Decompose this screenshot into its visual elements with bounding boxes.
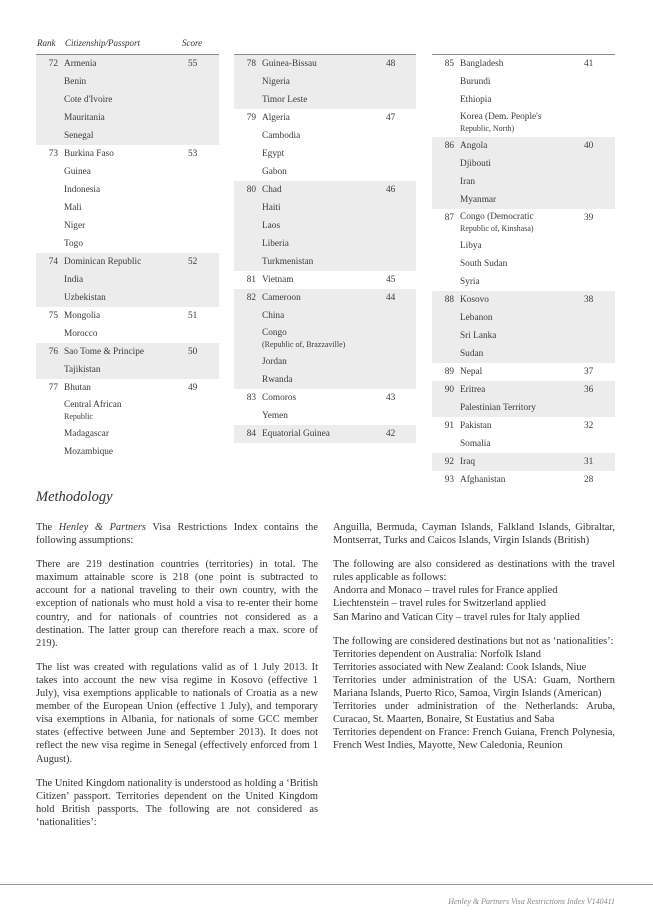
rank-number: 84 bbox=[246, 429, 256, 439]
rank-header: Rank bbox=[37, 38, 56, 48]
methodology-right-column bbox=[333, 521, 615, 764]
score-value: 45 bbox=[386, 275, 396, 285]
rank-number: 79 bbox=[246, 113, 256, 123]
country-name: Sudan bbox=[460, 349, 484, 359]
country-name: Burundi bbox=[460, 77, 491, 87]
rank-number: 76 bbox=[48, 347, 58, 357]
country-name: Iran bbox=[460, 177, 475, 187]
rank-number: 87 bbox=[444, 213, 454, 223]
country-name: Haiti bbox=[262, 203, 281, 213]
country-name: Algeria bbox=[262, 113, 290, 123]
country-name-line: Republic bbox=[64, 411, 93, 421]
country-name: Uzbekistan bbox=[64, 293, 106, 303]
ranking-column-1 bbox=[36, 54, 219, 461]
country-name: Comoros bbox=[262, 393, 297, 403]
country-name: Madagascar bbox=[64, 429, 109, 439]
country-name-line: Republic, North) bbox=[460, 123, 515, 133]
rank-group bbox=[234, 109, 416, 181]
country-name: Palestinian Territory bbox=[460, 403, 536, 413]
country-name-line: Central African bbox=[64, 400, 122, 410]
rank-number: 80 bbox=[246, 185, 256, 195]
rank-group bbox=[432, 363, 615, 381]
country-name: Dominican Republic bbox=[64, 257, 142, 267]
methodology-title: Methodology bbox=[36, 489, 113, 505]
score-value: 46 bbox=[386, 185, 396, 195]
rank-number: 78 bbox=[246, 59, 256, 69]
country-name: Somalia bbox=[460, 439, 491, 449]
rank-number: 81 bbox=[246, 275, 256, 285]
country-name: Turkmenistan bbox=[262, 257, 314, 267]
rank-group bbox=[36, 343, 219, 379]
country-name: Djibouti bbox=[460, 159, 491, 169]
country-name: Senegal bbox=[64, 131, 94, 141]
rule-line: Liechtenstein – travel rules for Switzerland applied bbox=[333, 598, 546, 610]
rank-group bbox=[36, 379, 219, 461]
score-value: 50 bbox=[188, 347, 198, 357]
rank-group bbox=[234, 55, 416, 109]
country-name: Syria bbox=[460, 277, 480, 287]
country-name: Burkina Faso bbox=[64, 149, 114, 159]
country-name: Indonesia bbox=[64, 185, 101, 195]
country-name: Pakistan bbox=[460, 421, 492, 431]
rank-number: 93 bbox=[444, 475, 454, 485]
score-value: 43 bbox=[386, 393, 396, 403]
territory-line: Territories dependent on France: French Guiana, French Polynesia, French West Indies, Mayotte, New Caledonia, Reunion bbox=[333, 727, 615, 752]
country-header: Citizenship/Passport bbox=[65, 38, 141, 48]
rank-number: 86 bbox=[444, 141, 454, 151]
score-value: 52 bbox=[188, 257, 198, 267]
methodology-paragraph: Anguilla, Bermuda, Cayman Islands, Falkland Islands, Gibraltar, Montserrat, Turks and Caicos Islands, Virgin Islands (British) bbox=[333, 522, 615, 547]
score-value: 42 bbox=[386, 429, 396, 439]
country-name-line: Congo (Democratic bbox=[460, 212, 534, 222]
score-value: 31 bbox=[584, 457, 594, 467]
country-name: Lebanon bbox=[460, 313, 493, 323]
methodology-paragraph: The United Kingdom nationality is understood as holding a ‘British Citizen’ passport. Territories dependent on the United Kingdom hold British passports. The following are not considered as ‘nationalities’: bbox=[36, 777, 318, 828]
ranking-column-2 bbox=[234, 54, 416, 443]
country-name bbox=[460, 109, 615, 137]
country-name bbox=[262, 325, 416, 353]
rank-number: 92 bbox=[444, 457, 454, 467]
rank-number: 74 bbox=[48, 257, 58, 267]
methodology-intro bbox=[36, 521, 318, 547]
rank-group bbox=[432, 381, 615, 417]
rank-number: 88 bbox=[444, 295, 454, 305]
country-name bbox=[64, 397, 219, 425]
intro-text: The bbox=[36, 522, 59, 533]
country-name: Cambodia bbox=[262, 131, 301, 141]
country-name: Mongolia bbox=[64, 311, 101, 321]
rank-number: 82 bbox=[246, 293, 256, 303]
country-name: Armenia bbox=[64, 59, 97, 69]
rank-group bbox=[432, 471, 615, 489]
rank-group bbox=[234, 389, 416, 425]
country-name: Ethiopia bbox=[460, 95, 492, 105]
rule-line: San Marino and Vatican City – travel rules for Italy applied bbox=[333, 611, 580, 623]
country-name: Bangladesh bbox=[460, 59, 504, 69]
methodology-paragraph: There are 219 destination countries (territories) in total. The maximum attainable score is 218 (one point is subtracted to account for a national traveling to their own country, with the exception of nationals who must hold a visa to re-enter their home country, and for nationals of countries not considered as a destination. The latter group can therefore reach a max. score of 219). bbox=[36, 559, 318, 649]
country-name: Eritrea bbox=[460, 385, 486, 395]
rank-number: 91 bbox=[444, 421, 454, 431]
score-value: 41 bbox=[584, 59, 594, 69]
country-name: Guinea-Bissau bbox=[262, 59, 317, 69]
score-value: 40 bbox=[584, 141, 594, 151]
country-name: Cote d'Ivoire bbox=[64, 95, 113, 105]
rank-group bbox=[432, 55, 615, 137]
rank-group bbox=[432, 453, 615, 471]
territory-line: Territories dependent on Australia: Norfolk Island bbox=[333, 648, 541, 660]
intro-text-end: Visa Restrictions Index contains the following assumptions: bbox=[36, 522, 318, 547]
country-name: Myanmar bbox=[460, 195, 497, 205]
rank-group bbox=[36, 253, 219, 307]
country-name: Timor Leste bbox=[262, 95, 308, 105]
country-name: Iraq bbox=[460, 457, 475, 467]
score-value: 47 bbox=[386, 113, 396, 123]
country-name: Niger bbox=[64, 221, 86, 231]
rank-number: 83 bbox=[246, 393, 256, 403]
territory-line: Territories under administration of the Netherlands: Aruba, Curacao, St. Maarten, Bonaire, St Eustatius and Saba bbox=[333, 701, 615, 726]
country-name: Tajikistan bbox=[64, 365, 101, 375]
country-name: Morocco bbox=[64, 329, 98, 339]
country-name-line: Congo bbox=[262, 328, 287, 338]
methodology-paragraph bbox=[333, 558, 615, 623]
rank-number: 75 bbox=[48, 311, 58, 321]
country-name-line: (Republic of, Brazzaville) bbox=[262, 339, 346, 349]
territory-line: Territories associated with New Zealand: Cook Islands, Niue bbox=[333, 661, 587, 673]
score-value: 53 bbox=[188, 149, 198, 159]
country-name: Mali bbox=[64, 203, 82, 213]
score-value: 48 bbox=[386, 59, 396, 69]
country-name: Libya bbox=[460, 241, 482, 251]
country-name: Rwanda bbox=[262, 375, 293, 385]
rank-group bbox=[36, 55, 219, 145]
rank-number: 89 bbox=[444, 367, 454, 377]
footer-divider bbox=[0, 884, 653, 885]
country-name: China bbox=[262, 311, 285, 321]
score-value: 32 bbox=[584, 421, 594, 431]
country-name: Nigeria bbox=[262, 77, 290, 87]
score-value: 39 bbox=[584, 213, 594, 223]
paragraph-intro: The following are considered destinations but not as ‘nationalities’: bbox=[333, 635, 614, 647]
country-name: Liberia bbox=[262, 239, 289, 249]
territory-line: Territories under administration of the USA: Guam, Northern Mariana Islands, Puerto Rico, Samoa, Virgin Islands (American) bbox=[333, 674, 615, 700]
country-name-line: Korea (Dem. People's bbox=[460, 112, 542, 122]
country-name: Equatorial Guinea bbox=[262, 429, 330, 439]
rank-number: 85 bbox=[444, 59, 454, 69]
score-value: 51 bbox=[188, 311, 198, 321]
rank-number: 72 bbox=[48, 59, 58, 69]
rank-group bbox=[234, 271, 416, 289]
country-name: Kosovo bbox=[460, 295, 489, 305]
country-name: Cameroon bbox=[262, 293, 301, 303]
country-name: Egypt bbox=[262, 149, 285, 159]
page-footer: Henley & Partners Visa Restrictions Index V140411 bbox=[448, 897, 615, 906]
rank-group bbox=[432, 209, 615, 291]
country-name: Bhutan bbox=[64, 383, 91, 393]
country-name: Mauritania bbox=[64, 113, 105, 123]
score-value: 28 bbox=[584, 475, 594, 485]
rank-group bbox=[234, 181, 416, 271]
ranking-column-3 bbox=[432, 54, 615, 489]
score-value: 38 bbox=[584, 295, 594, 305]
country-name: Jordan bbox=[262, 357, 287, 367]
rank-group bbox=[432, 291, 615, 363]
rank-number: 73 bbox=[48, 149, 58, 159]
country-name: Chad bbox=[262, 185, 282, 195]
country-name: Yemen bbox=[262, 411, 288, 421]
country-name: Nepal bbox=[460, 367, 483, 377]
rank-group bbox=[36, 145, 219, 253]
country-name: Guinea bbox=[64, 167, 91, 177]
country-name: Sao Tome & Principe bbox=[64, 347, 144, 357]
rank-group bbox=[36, 307, 219, 343]
score-value: 37 bbox=[584, 367, 594, 377]
country-name: Gabon bbox=[262, 167, 287, 177]
rank-group bbox=[432, 137, 615, 209]
rank-number: 77 bbox=[48, 383, 58, 393]
score-value: 36 bbox=[584, 385, 594, 395]
country-name: Mozambique bbox=[64, 447, 114, 457]
score-value: 44 bbox=[386, 293, 396, 303]
country-name: Benin bbox=[64, 77, 87, 87]
rank-number: 90 bbox=[444, 385, 454, 395]
rank-group bbox=[432, 417, 615, 453]
methodology-left-column bbox=[36, 521, 318, 840]
country-name: Togo bbox=[64, 239, 83, 249]
methodology-paragraph: The list was created with regulations valid as of 1 July 2013. It takes into account the new visa regime in Kosovo (effective 1 July), visa exemptions applicable to nationals of Croatia as a new member of the European Union (effective 1 July), and temporary visa exemptions in Albania, for nationals of some GCC member states (effective between June and September 2013). It does not reflect the new visa regime in Senegal (effectively enforced from 1 August). bbox=[36, 661, 318, 765]
country-name: Sri Lanka bbox=[460, 331, 497, 341]
rule-line: Andorra and Monaco – travel rules for France applied bbox=[333, 585, 558, 597]
paragraph-intro: The following are also considered as destinations with the travel rules applicable as follows: bbox=[333, 559, 615, 584]
country-name: Angola bbox=[460, 141, 488, 151]
rank-group bbox=[234, 425, 416, 443]
country-name-line: Republic of, Kinshasa) bbox=[460, 223, 534, 233]
country-name: South Sudan bbox=[460, 259, 508, 269]
score-value: 55 bbox=[188, 59, 198, 69]
country-name: India bbox=[64, 275, 84, 285]
country-name: Afghanistan bbox=[460, 475, 506, 485]
country-name: Vietnam bbox=[262, 275, 294, 285]
score-value: 49 bbox=[188, 383, 198, 393]
intro-brand: Henley & Partners bbox=[58, 522, 146, 533]
rank-group bbox=[234, 289, 416, 389]
methodology-paragraph bbox=[333, 635, 615, 753]
country-name: Laos bbox=[262, 221, 281, 231]
score-header: Score bbox=[182, 38, 203, 48]
